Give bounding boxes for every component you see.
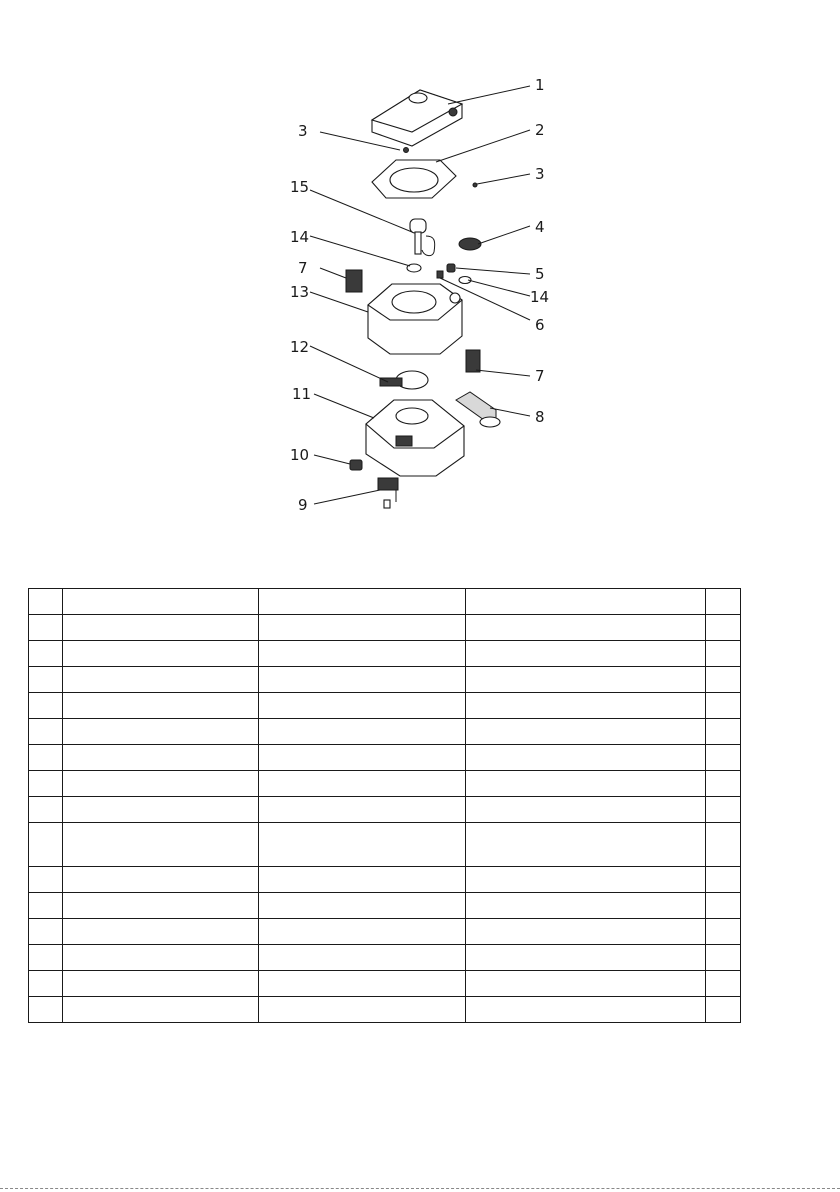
table-cell bbox=[63, 867, 259, 893]
table-cell bbox=[259, 997, 466, 1023]
table-cell bbox=[466, 971, 706, 997]
part-level-indicator bbox=[437, 271, 443, 278]
callout-5: 5 bbox=[535, 265, 545, 283]
table-row bbox=[29, 823, 741, 867]
table-cell bbox=[63, 823, 259, 867]
table-cell bbox=[63, 719, 259, 745]
callout-9: 9 bbox=[298, 496, 308, 514]
part-flap-valve bbox=[380, 371, 428, 389]
table-cell bbox=[259, 771, 466, 797]
table-cell bbox=[63, 589, 259, 615]
callout-12: 12 bbox=[290, 338, 310, 356]
table-row bbox=[29, 693, 741, 719]
parts-table bbox=[28, 588, 741, 1023]
table-row bbox=[29, 667, 741, 693]
table-cell bbox=[466, 693, 706, 719]
table-row bbox=[29, 971, 741, 997]
table-row bbox=[29, 797, 741, 823]
table-cell bbox=[63, 919, 259, 945]
table-cell bbox=[706, 693, 741, 719]
table-cell bbox=[259, 823, 466, 867]
table-cell bbox=[706, 615, 741, 641]
callout-11: 11 bbox=[292, 385, 312, 403]
table-row bbox=[29, 589, 741, 615]
table-cell bbox=[259, 641, 466, 667]
table-cell bbox=[706, 667, 741, 693]
table-cell bbox=[259, 797, 466, 823]
callout-4: 4 bbox=[535, 218, 545, 236]
table-cell bbox=[63, 641, 259, 667]
callout-15: 15 bbox=[290, 178, 310, 196]
table-row bbox=[29, 867, 741, 893]
callout-8: 8 bbox=[535, 408, 545, 426]
table-cell bbox=[29, 823, 63, 867]
table-cell bbox=[29, 693, 63, 719]
part-latch-right bbox=[466, 350, 480, 372]
table-cell bbox=[63, 945, 259, 971]
part-lower-tank bbox=[366, 400, 464, 476]
table-cell bbox=[259, 667, 466, 693]
exploded-parts-diagram bbox=[0, 0, 840, 560]
table-cell bbox=[706, 745, 741, 771]
table-cell bbox=[706, 997, 741, 1023]
table-cell bbox=[29, 641, 63, 667]
table-cell bbox=[466, 667, 706, 693]
table-cell bbox=[259, 745, 466, 771]
table-cell bbox=[706, 797, 741, 823]
table-row bbox=[29, 615, 741, 641]
table-cell bbox=[63, 797, 259, 823]
table-cell bbox=[466, 823, 706, 867]
callout-6: 6 bbox=[535, 316, 545, 334]
table-cell bbox=[29, 745, 63, 771]
table-cell bbox=[466, 615, 706, 641]
table-cell bbox=[29, 589, 63, 615]
table-cell bbox=[259, 919, 466, 945]
table-cell bbox=[466, 893, 706, 919]
page-bottom-rule bbox=[0, 1188, 840, 1189]
table-cell bbox=[63, 893, 259, 919]
table-cell bbox=[63, 615, 259, 641]
part-clip bbox=[350, 460, 362, 470]
table-cell bbox=[63, 693, 259, 719]
table-cell bbox=[466, 919, 706, 945]
table-cell bbox=[706, 867, 741, 893]
table-cell bbox=[466, 719, 706, 745]
table-cell bbox=[29, 945, 63, 971]
table-cell bbox=[466, 945, 706, 971]
table-cell bbox=[466, 997, 706, 1023]
callout-2: 2 bbox=[535, 121, 545, 139]
table-cell bbox=[29, 997, 63, 1023]
table-cell bbox=[706, 771, 741, 797]
part-lid bbox=[372, 90, 462, 146]
table-cell bbox=[259, 589, 466, 615]
table-row bbox=[29, 997, 741, 1023]
callout-14-right: 14 bbox=[530, 288, 550, 306]
table-cell bbox=[259, 693, 466, 719]
table-cell bbox=[706, 945, 741, 971]
callout-13: 13 bbox=[290, 283, 310, 301]
table-cell bbox=[63, 997, 259, 1023]
table-cell bbox=[29, 615, 63, 641]
table-cell bbox=[706, 719, 741, 745]
part-screw-left bbox=[404, 148, 409, 153]
part-screw-right bbox=[473, 183, 477, 187]
part-pump-cartridge bbox=[378, 478, 398, 508]
table-row bbox=[29, 719, 741, 745]
callout-10: 10 bbox=[290, 446, 310, 464]
table-cell bbox=[466, 745, 706, 771]
table-cell bbox=[706, 641, 741, 667]
part-piston-pump bbox=[410, 219, 435, 256]
table-row bbox=[29, 893, 741, 919]
table-cell bbox=[29, 971, 63, 997]
table-cell bbox=[466, 589, 706, 615]
table-cell bbox=[29, 771, 63, 797]
callout-1: 1 bbox=[535, 76, 545, 94]
table-row bbox=[29, 641, 741, 667]
table-cell bbox=[29, 919, 63, 945]
table-cell bbox=[706, 971, 741, 997]
table-cell bbox=[706, 823, 741, 867]
table-cell bbox=[259, 719, 466, 745]
table-cell bbox=[466, 797, 706, 823]
table-cell bbox=[29, 719, 63, 745]
part-seat-plate bbox=[372, 160, 456, 198]
table-cell bbox=[63, 771, 259, 797]
callout-14-left: 14 bbox=[290, 228, 310, 246]
table-cell bbox=[63, 745, 259, 771]
callout-7-left: 7 bbox=[298, 259, 308, 277]
callout-3-left: 3 bbox=[298, 122, 308, 140]
table-cell bbox=[259, 615, 466, 641]
callout-3-right: 3 bbox=[535, 165, 545, 183]
table-cell bbox=[706, 893, 741, 919]
table-row bbox=[29, 919, 741, 945]
table-cell bbox=[706, 589, 741, 615]
table-cell bbox=[259, 945, 466, 971]
table-cell bbox=[29, 667, 63, 693]
table-cell bbox=[63, 667, 259, 693]
table-cell bbox=[29, 867, 63, 893]
table-cell bbox=[29, 797, 63, 823]
table-cell bbox=[259, 971, 466, 997]
table-cell bbox=[29, 893, 63, 919]
table-cell bbox=[259, 867, 466, 893]
table-row bbox=[29, 745, 741, 771]
part-drain-spout bbox=[456, 392, 500, 427]
table-row bbox=[29, 771, 741, 797]
table-cell bbox=[466, 771, 706, 797]
part-gasket-left bbox=[407, 264, 421, 272]
table-cell bbox=[466, 867, 706, 893]
table-cell bbox=[259, 893, 466, 919]
table-row bbox=[29, 945, 741, 971]
part-latch-left bbox=[346, 270, 362, 292]
table-cell bbox=[466, 641, 706, 667]
table-cell bbox=[63, 971, 259, 997]
part-upper-tank bbox=[368, 284, 462, 354]
callout-7-right: 7 bbox=[535, 367, 545, 385]
part-cap bbox=[459, 238, 481, 250]
part-valve bbox=[447, 264, 455, 272]
table-cell bbox=[706, 919, 741, 945]
